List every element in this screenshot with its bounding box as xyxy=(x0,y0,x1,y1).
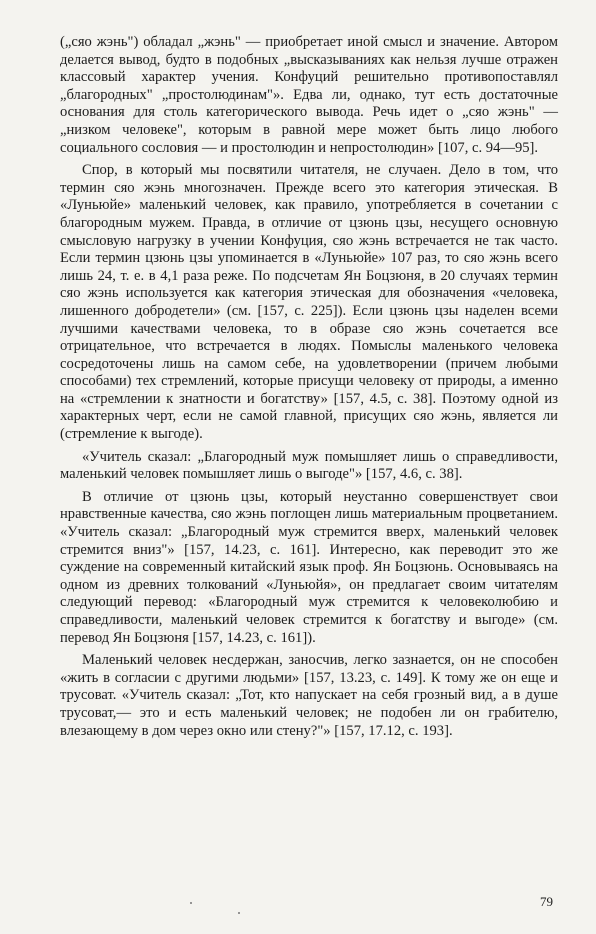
paragraph-4: В отличие от цзюнь цзы, который неустанно совершенствует свои нравственные качества, сяо жэнь поглощен лишь материальным процветанием. «Учитель сказал: „Благородный муж стремится вверх, маленький человек стремится вниз"» [157, 14.23, с. 161]. Интересно, как переводит это же суждение на современный китайский язык проф. Ян Боцзюнь. Основываясь на одном из древних толкований «Луньюйя», он предлагает своим читателям следующий перевод: «Благородный муж стремится к человеколюбию и справедливости, маленький человек стремится к богатству и выгоде» (см. перевод Ян Боцзюня [157, 14.23, с. 161]). xyxy=(60,488,558,646)
paragraph-3-quote: «Учитель сказал: „Благородный муж помышляет лишь о справедливости, маленький человек помышляет лишь о выгоде"» [157, 4.6, с. 38]. xyxy=(60,448,558,483)
body-text xyxy=(60,34,558,740)
paragraph-1: („сяо жэнь") обладал „жэнь" — приобретает иной смысл и значение. Автором делается вывод, будто в подобных „высказываниях как нельзя лучше отражен классовый характер учения. Конфуций решительно противопоставлял „благородных" „простолюдинам"». Едва ли, однако, тут есть достаточные основания для столь категорического вывода. Речь идет о „сяо жэнь" — „низком человеке", которым в равной мере может быть лицо любого социального сословия — и простолюдин и непростолюдин» [107, с. 94—95]. xyxy=(60,34,558,156)
scan-speck-dot xyxy=(238,912,240,914)
paragraph-5: Маленький человек несдержан, заносчив, легко зазнается, он не способен «жить в согласии с другими людьми» [157, 13.23, с. 149]. К тому же он еще и трусоват. «Учитель сказал: „Тот, кто напускает на себя грозный вид, а в душе трусоват,— это и есть маленький человек; не подобен ли он грабителю, влезающему в дом через окно или стену?"» [157, 17.12, с. 193]. xyxy=(60,652,558,739)
page-number: 79 xyxy=(540,894,553,909)
scan-speck-dot xyxy=(190,902,192,904)
paragraph-2: Спор, в который мы посвятили читателя, не случаен. Дело в том, что термин сяо жэнь многозначен. Прежде всего это категория этическая. В «Луньюйе» маленький человек, как правило, употребляется в сочетании с благородным мужем. Правда, в отличие от цзюнь цзы, несущего основную смысловую нагрузку в учении Конфуция, сяо жэнь встречается не так часто. Если термин цзюнь цзы упоминается в «Луньюйе» 107 раз, то сяо жэнь всего лишь 24, т. е. в 4,1 раза реже. По подсчетам Ян Боцзюня, в 20 случаях термин сяо жэнь используется как категория этическая для обозначения «человека, лишенного добродетели» (см. [157, с. 225]). Если цзюнь цзы наделен всеми лучшими качествами человека, то в образе сяо жэнь сочетается все отрицательное, что встречается в людях. Помыслы маленького человека сосредоточены лишь на самом себе, на удовлетворении (причем любыми способами) тех стремлений, которые присущи человеку от природы, а именно на «стремлении к знатности и богатству» [157, 4.5, с. 38]. Поэтому одной из характерных черт, если не самой главной, присущих сяо жэнь, является ли (стремление к выгоде). xyxy=(60,162,558,443)
